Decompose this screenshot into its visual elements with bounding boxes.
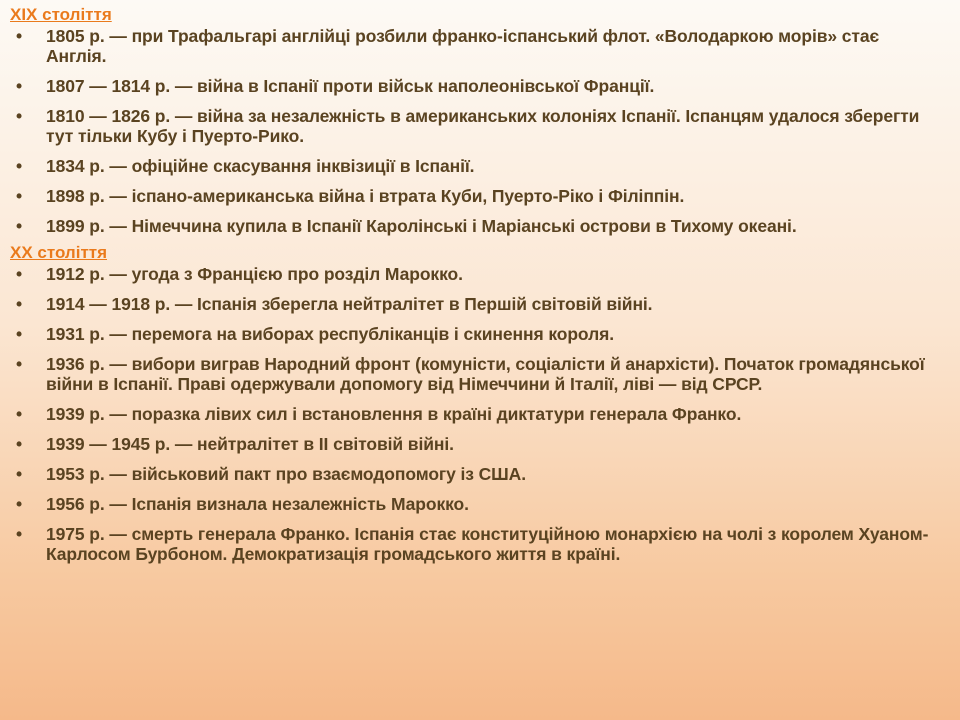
section-title: XX століття xyxy=(10,243,108,262)
list-item xyxy=(10,186,940,206)
list-item xyxy=(10,156,940,176)
bullet-icon: • xyxy=(16,294,23,314)
list-item xyxy=(10,404,940,424)
event-text: 1956 р. — Іспанія визнала незалежність Марокко. xyxy=(46,494,469,514)
list-item xyxy=(10,524,940,564)
bullet-icon: • xyxy=(16,26,23,46)
bullet-icon: • xyxy=(16,264,23,284)
list-item xyxy=(10,464,940,484)
event-text: 1912 р. — угода з Францією про розділ Марокко. xyxy=(46,264,463,284)
section-20th-century xyxy=(10,242,940,564)
section-title: XIX століття xyxy=(10,5,112,24)
list-item xyxy=(10,354,940,394)
list-item xyxy=(10,324,940,344)
list-item xyxy=(10,494,940,514)
event-text: 1953 р. — військовий пакт про взаємодопомогу із США. xyxy=(46,464,526,484)
event-text: 1936 р. — вибори виграв Народний фронт (комуністи, соціалісти й анархісти). Початок громадянської війни в Іспанії. Праві одержували допомогу від Німеччини й Італії, ліві — від СРСР. xyxy=(46,354,925,394)
list-item xyxy=(10,264,940,284)
bullet-icon: • xyxy=(16,404,23,424)
event-text: 1914 — 1918 р. — Іспанія зберегла нейтралітет в Першій світовій війні. xyxy=(46,294,653,314)
bullet-icon: • xyxy=(16,76,23,96)
list-item xyxy=(10,26,940,66)
bullet-icon: • xyxy=(16,186,23,206)
event-text: 1805 р. — при Трафальгарі англійці розбили франко-іспанський флот. «Володаркою морів» стає Англія. xyxy=(46,26,880,66)
list-item xyxy=(10,106,940,146)
bullet-icon: • xyxy=(16,464,23,484)
bullet-icon: • xyxy=(16,156,23,176)
bullet-icon: • xyxy=(16,216,23,236)
list-item xyxy=(10,76,940,96)
section-19th-century xyxy=(10,4,940,236)
list-item xyxy=(10,434,940,454)
bullet-icon: • xyxy=(16,494,23,514)
list-item xyxy=(10,294,940,314)
bullet-icon: • xyxy=(16,434,23,454)
event-text: 1939 — 1945 р. — нейтралітет в II світовій війні. xyxy=(46,434,454,454)
event-text: 1810 — 1826 р. — війна за незалежність в американських колоніях Іспанії. Іспанцям удалося зберегти тут тільки Кубу і Пуерто-Рико. xyxy=(46,106,920,146)
event-text: 1899 р. — Німеччина купила в Іспанії Каролінські і Маріанські острови в Тихому океані. xyxy=(46,216,797,236)
event-list xyxy=(10,26,940,236)
event-text: 1931 р. — перемога на виборах республіканців і скинення короля. xyxy=(46,324,614,344)
event-text: 1807 — 1814 р. — війна в Іспанії проти військ наполеонівської Франції. xyxy=(46,76,655,96)
event-text: 1939 р. — поразка лівих сил і встановлення в країні диктатури генерала Франко. xyxy=(46,404,742,424)
bullet-icon: • xyxy=(16,524,23,544)
event-text: 1898 р. — іспано-американська війна і втрата Куби, Пуерто-Ріко і Філіппін. xyxy=(46,186,685,206)
event-list xyxy=(10,264,940,564)
list-item xyxy=(10,216,940,236)
bullet-icon: • xyxy=(16,324,23,344)
event-text: 1975 р. — смерть генерала Франко. Іспанія стає конституційною монархією на чолі з королем Хуаном-Карлосом Бурбоном. Демократизація громадського життя в країні. xyxy=(46,524,929,564)
bullet-icon: • xyxy=(16,106,23,126)
event-text: 1834 р. — офіційне скасування інквізиції в Іспанії. xyxy=(46,156,475,176)
bullet-icon: • xyxy=(16,354,23,374)
